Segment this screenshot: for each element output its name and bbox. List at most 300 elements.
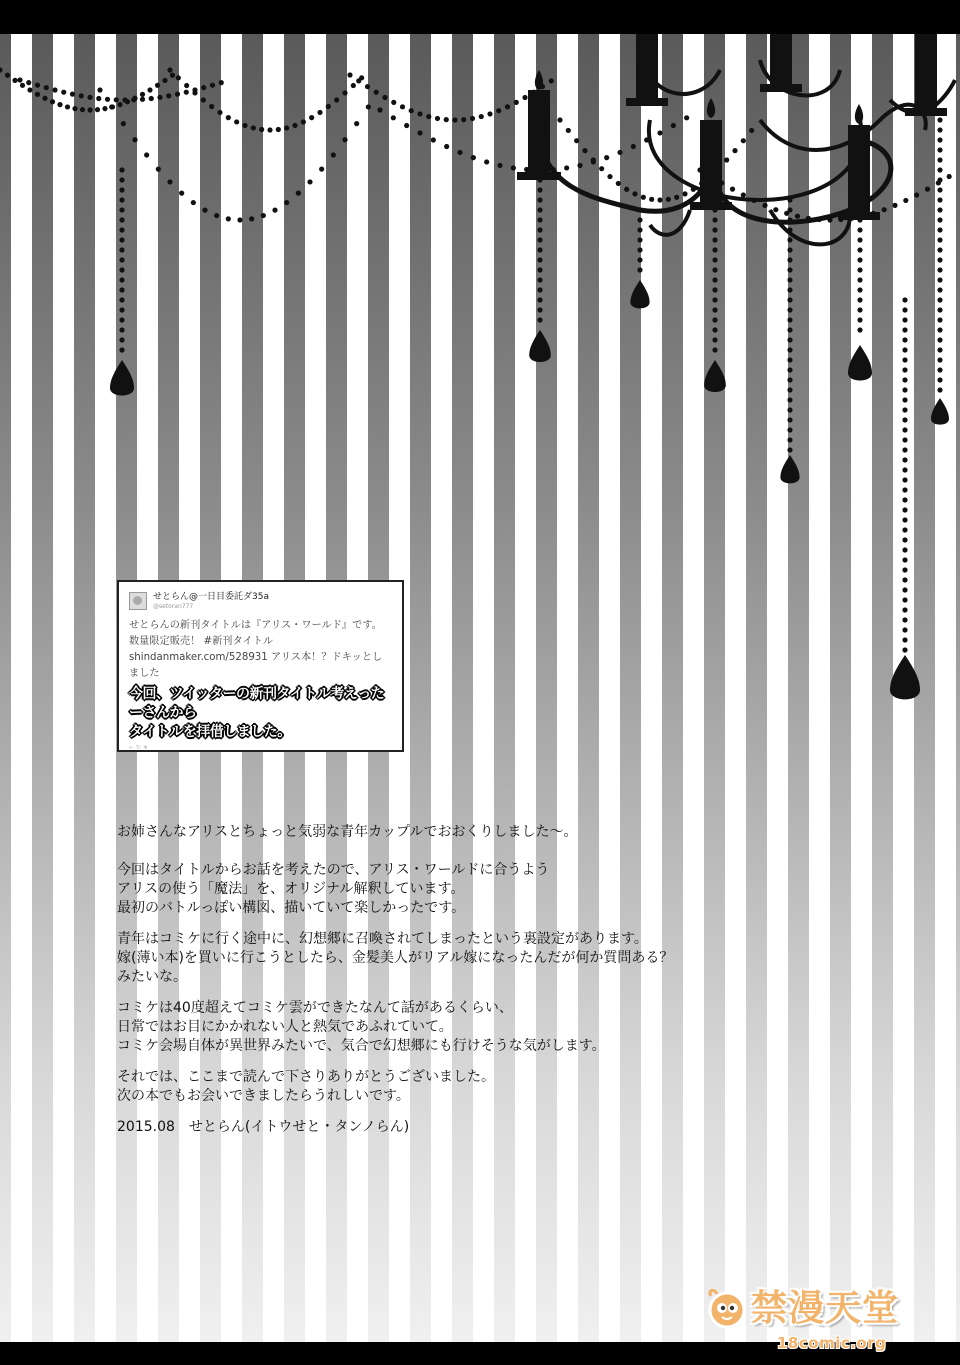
bead-dot [334, 97, 339, 102]
bead-dot [461, 117, 466, 122]
bead-dot [787, 237, 792, 242]
bead-dot [119, 197, 124, 202]
bead-dot [787, 257, 792, 262]
bead-dot [444, 117, 449, 122]
bead-dot [857, 227, 862, 232]
bead-dot [119, 257, 124, 262]
bead-dot [937, 307, 942, 312]
bead-dot [857, 287, 862, 292]
afterword-text [117, 823, 817, 1151]
bead-dot [234, 119, 239, 124]
bead-dot [892, 203, 897, 208]
bead-dot [537, 247, 542, 252]
bead-dot [400, 104, 405, 109]
bead-dot [61, 90, 66, 95]
bead-dot [119, 317, 124, 322]
bead-dot [537, 197, 542, 202]
bead-dot [937, 167, 942, 172]
afterword-paragraph: 今回はタイトルからお話を考えたので、アリス・ワールドに合うよう アリスの使う「魔法」を、オリジナル解釈しています。 最初のバトルっぽい構図、描いていて楽しかったです。 [117, 862, 550, 916]
bead-dot [175, 92, 180, 97]
bead-dot [354, 121, 359, 126]
bead-dot [226, 216, 231, 221]
bead-dot [749, 128, 754, 133]
bead-dot [267, 127, 272, 132]
tweet-text: せとらんの新刊タイトルは『アリス・ワールド』です。数量限定販売！ #新刊タイトル shindanmaker.com/528931 アリス本！？ドキッとしました [129, 620, 383, 679]
bead-dot [937, 367, 942, 372]
watermark-url: 18comic.org [777, 1334, 887, 1352]
bead-dot [470, 116, 475, 121]
bead-dot [937, 117, 942, 122]
afterword-paragraph: 青年はコミケに行く途中に、幻想郷に召喚されてしまったという裏設定があります。 嫁(薄い本)を買いに行こうとしたら、金髪美人がリアル嫁になったんだが何か質問ある？ みたいな。 [117, 931, 674, 985]
bead-dot [937, 357, 942, 362]
bead-dot [712, 327, 717, 332]
bead-dot [657, 197, 662, 202]
tweet-caption: 今回、ツイッターの新刊タイトル考えったーさんから タイトルを拝借しました。 [129, 686, 385, 740]
bead-dot [674, 195, 679, 200]
bead-dot [902, 367, 907, 372]
bead-dot [147, 87, 152, 92]
bead-dot [582, 148, 587, 153]
bead-dot [452, 117, 457, 122]
bead-dot [902, 357, 907, 362]
bead-dot [925, 187, 930, 192]
tweet-card [117, 580, 404, 752]
bead-dot [511, 165, 516, 170]
bead-dot [44, 85, 49, 90]
bead-dot [787, 377, 792, 382]
avatar [129, 592, 147, 610]
bead-dot [166, 93, 171, 98]
bead-dot [537, 287, 542, 292]
tweet-username: せとらん@一日目委託ダ35a [153, 592, 269, 602]
tweet-header [129, 592, 392, 611]
crystal-drop [931, 398, 949, 425]
bead-dot [119, 207, 124, 212]
bead-dot [902, 577, 907, 582]
bead-dot [671, 123, 676, 128]
bead-dot [712, 267, 717, 272]
afterword-paragraph: それでは、ここまで読んで下さりありがとうございました。 次の本でもお会いできましたらうれしいです。 [117, 1069, 495, 1104]
bead-dot [296, 191, 301, 196]
bead-dot [857, 237, 862, 242]
bead-dot [326, 104, 331, 109]
bead-dot [902, 627, 907, 632]
crystal-drop [630, 280, 649, 308]
bead-dot [162, 78, 167, 83]
bead-dot [902, 337, 907, 342]
bead-dot [637, 237, 642, 242]
bead-dot [937, 347, 942, 352]
bead-dot [356, 78, 361, 83]
bead-dot [201, 97, 206, 102]
bead-dot [537, 307, 542, 312]
bead-dot [251, 125, 256, 130]
bead-dot [121, 121, 126, 126]
bead-dot [947, 174, 952, 179]
bead-dot [937, 207, 942, 212]
bead-dot [937, 127, 942, 132]
afterword-paragraph: お姉さんなアリスとちょっと気弱な青年カップルでおおくりしました～。 [117, 824, 578, 840]
bead-dot [902, 507, 907, 512]
bead-dot [5, 73, 10, 78]
bead-dot [537, 297, 542, 302]
bead-dot [902, 397, 907, 402]
bead-dot [292, 123, 297, 128]
bead-dot [201, 85, 206, 90]
bead-dot [637, 217, 642, 222]
bead-dot [202, 208, 207, 213]
bead-dot [435, 116, 440, 121]
bead-dot [301, 119, 306, 124]
bead-dot [444, 144, 449, 149]
bead-dot [787, 407, 792, 412]
bead-dot [484, 159, 489, 164]
bead-dot [537, 217, 542, 222]
bead-dot [902, 587, 907, 592]
bead-dot [309, 115, 314, 120]
bead-dot [26, 80, 31, 85]
bead-dot [937, 247, 942, 252]
bead-dot [787, 357, 792, 362]
crystal-drop [529, 330, 551, 362]
bead-dot [712, 227, 717, 232]
bead-dot [773, 207, 778, 212]
bead-dot [902, 387, 907, 392]
bead-dot [787, 267, 792, 272]
bead-dot [210, 83, 215, 88]
bead-dot [624, 187, 629, 192]
bead-dot [505, 104, 510, 109]
bead-dot [342, 90, 347, 95]
bead-dot [937, 277, 942, 282]
bead-dot [307, 179, 312, 184]
bead-dot [537, 257, 542, 262]
bead-dot [20, 83, 25, 88]
bead-dot [377, 107, 382, 112]
bead-dot [155, 83, 160, 88]
bead-dot [787, 337, 792, 342]
bead-dot [712, 307, 717, 312]
bead-dot [712, 257, 717, 262]
bead-dot [79, 93, 84, 98]
bead-dot [417, 130, 422, 135]
bead-dot [937, 267, 942, 272]
bead-dot [417, 111, 422, 116]
bead-dot [487, 111, 492, 116]
bead-dot [119, 337, 124, 342]
bead-dot [209, 104, 214, 109]
mascot-icon [705, 1286, 749, 1330]
bead-dot [902, 417, 907, 422]
bead-dot [167, 179, 172, 184]
bead-dot [937, 317, 942, 322]
bead-dot [319, 167, 324, 172]
bead-dot [52, 87, 57, 92]
bead-dot [902, 567, 907, 572]
bead-dot [119, 247, 124, 252]
bead-dot [712, 237, 717, 242]
afterword-paragraph: コミケは40度超えてコミケ雲ができたなんて話があるくらい、 日常ではお目にかかれない人と熱気であふれていて。 コミケ会場自体が異世界みたいで、気合で幻想郷にも行けそうな気がします。 [117, 1000, 606, 1054]
bead-dot [131, 97, 136, 102]
bead-dot [937, 387, 942, 392]
bead-dot [937, 157, 942, 162]
bead-dot [787, 327, 792, 332]
bead-dot [632, 191, 637, 196]
bead-dot [787, 297, 792, 302]
bead-dot [637, 267, 642, 272]
bead-dot [114, 97, 119, 102]
bead-dot [937, 227, 942, 232]
bead-dot [122, 97, 127, 102]
bead-dot [119, 267, 124, 272]
bead-dot [119, 167, 124, 172]
bead-dot [537, 207, 542, 212]
bead-dot [637, 227, 642, 232]
bead-dot [787, 447, 792, 452]
bead-dot [724, 157, 729, 162]
bead-dot [637, 247, 642, 252]
bead-dot [132, 137, 137, 142]
bead-dot [902, 447, 907, 452]
bead-dot [331, 152, 336, 157]
bead-dot [741, 192, 746, 197]
bead-dot [537, 267, 542, 272]
bead-dot [317, 110, 322, 115]
bead-dot [119, 297, 124, 302]
bead-dot [741, 138, 746, 143]
bead-dot [902, 327, 907, 332]
bead-dot [937, 137, 942, 142]
bead-dot [50, 99, 55, 104]
bead-dot [366, 104, 371, 109]
bead-dot [537, 237, 542, 242]
bead-dot [12, 78, 17, 83]
bead-dot [902, 487, 907, 492]
bead-dot [35, 92, 40, 97]
bead-dot [902, 607, 907, 612]
bead-dot [537, 317, 542, 322]
bead-dot [87, 107, 92, 112]
bead-dot [902, 407, 907, 412]
bead-dot [119, 217, 124, 222]
bead-dot [617, 150, 622, 155]
bead-dot [902, 517, 907, 522]
bead-dot [119, 227, 124, 232]
bead-dot [549, 78, 554, 83]
bead-dot [259, 127, 264, 132]
bead-dot [514, 100, 519, 105]
bead-dot [374, 90, 379, 95]
bead-dot [902, 557, 907, 562]
bead-dot [140, 92, 145, 97]
bead-dot [937, 147, 942, 152]
bead-dot [214, 213, 219, 218]
bead-dot [712, 277, 717, 282]
bead-dot [409, 108, 414, 113]
bead-dot [237, 217, 242, 222]
bead-dot [732, 148, 737, 153]
bead-dot [857, 257, 862, 262]
bead-dot [65, 104, 70, 109]
bead-dot [795, 214, 800, 219]
bead-dot [117, 102, 122, 107]
bead-dot [272, 208, 277, 213]
bead-dot [937, 177, 942, 182]
bead-dot [937, 377, 942, 382]
bead-dot [712, 217, 717, 222]
bead-dot [857, 247, 862, 252]
bead-dot [574, 138, 579, 143]
signature: 2015.08 せとらん(イトウせと・タンノらん) [117, 1119, 410, 1135]
bead-dot [226, 115, 231, 120]
bead-dot [167, 67, 172, 72]
bead-dot [217, 110, 222, 115]
bead-dot [787, 277, 792, 282]
bead-dot [522, 95, 527, 100]
bead-dot [787, 427, 792, 432]
bead-dot [391, 115, 396, 120]
bead-dot [426, 114, 431, 119]
bead-dot [0, 67, 3, 72]
crystal-drop [890, 655, 920, 699]
bead-dot [902, 537, 907, 542]
bead-dot [902, 467, 907, 472]
bead-dot [342, 137, 347, 142]
bead-dot [937, 257, 942, 262]
bead-dot [857, 317, 862, 322]
bead-dot [902, 297, 907, 302]
bead-dot [479, 114, 484, 119]
bead-dot [902, 497, 907, 502]
bead-dot [219, 80, 224, 85]
bead-dot [712, 347, 717, 352]
bead-dot [857, 307, 862, 312]
bead-dot [537, 277, 542, 282]
bead-dot [937, 287, 942, 292]
bead-dot [119, 187, 124, 192]
bead-dot [937, 217, 942, 222]
bead-dot [119, 177, 124, 182]
bead-dot [276, 127, 281, 132]
bead-dot [471, 155, 476, 160]
bead-dot [787, 437, 792, 442]
site-watermark [705, 1276, 925, 1356]
tweet-author [153, 592, 269, 611]
bead-dot [937, 197, 942, 202]
bead-dot [649, 197, 654, 202]
bead-dot [712, 317, 717, 322]
bead-dot [787, 207, 792, 212]
bead-dot [97, 87, 102, 92]
bead-dot [712, 247, 717, 252]
bead-dot [119, 287, 124, 292]
bead-dot [431, 137, 436, 142]
bead-dot [857, 297, 862, 302]
bead-dot [391, 100, 396, 105]
bead-dot [144, 152, 149, 157]
tweet-actions: ← ↻ ★ [129, 744, 149, 751]
crystal-drop [780, 455, 799, 483]
bead-dot [156, 167, 161, 172]
bead-dot [937, 187, 942, 192]
bead-dot [762, 203, 767, 208]
bead-dot [902, 597, 907, 602]
bead-dot [96, 96, 101, 101]
bead-dot [902, 477, 907, 482]
bead-dot [261, 213, 266, 218]
bead-dot [903, 198, 908, 203]
bead-dot [140, 97, 145, 102]
bead-dot [599, 166, 604, 171]
bead-dot [657, 130, 662, 135]
bead-dot [577, 163, 582, 168]
bead-dot [857, 327, 862, 332]
bead-dot [902, 347, 907, 352]
bead-dot [242, 123, 247, 128]
bead-dot [712, 337, 717, 342]
bead-dot [184, 83, 189, 88]
bead-dot [902, 427, 907, 432]
bead-dot [382, 95, 387, 100]
bead-dot [937, 297, 942, 302]
bead-dot [857, 267, 862, 272]
bead-dot [787, 317, 792, 322]
bead-dot [857, 277, 862, 282]
bead-dot [787, 347, 792, 352]
bead-dot [631, 144, 636, 149]
bead-dot [902, 457, 907, 462]
bead-dot [537, 227, 542, 232]
bead-dot [70, 92, 75, 97]
bead-dot [684, 115, 689, 120]
bead-dot [497, 163, 502, 168]
bead-dot [564, 165, 569, 170]
bead-dot [365, 84, 370, 89]
bead-dot [787, 397, 792, 402]
bead-dot [105, 97, 110, 102]
bead-dot [604, 155, 609, 160]
bead-dot [902, 527, 907, 532]
bead-dot [682, 191, 687, 196]
bead-dot [787, 417, 792, 422]
bead-dot [902, 637, 907, 642]
bead-dot [730, 187, 735, 192]
bead-dot [179, 191, 184, 196]
bead-dot [607, 174, 612, 179]
bead-dot [557, 117, 562, 122]
bead-dot [496, 108, 501, 113]
bead-dot [184, 90, 189, 95]
watermark-title: 禁漫天堂 [751, 1288, 900, 1329]
bead-dot [80, 107, 85, 112]
bead-dot [902, 547, 907, 552]
bead-dot [787, 287, 792, 292]
bead-dot [566, 128, 571, 133]
bead-dot [119, 347, 124, 352]
bead-dot [937, 237, 942, 242]
bead-dot [637, 257, 642, 262]
bead-dot [72, 106, 77, 111]
crystal-drop [110, 360, 134, 396]
tweet-handle: @setoran777 [153, 603, 194, 610]
bead-dot [666, 197, 671, 202]
bead-dot [119, 277, 124, 282]
bead-dot [119, 327, 124, 332]
bead-dot [457, 150, 462, 155]
bead-dot [191, 200, 196, 205]
crystal-drop [848, 345, 872, 381]
bead-dot [712, 287, 717, 292]
